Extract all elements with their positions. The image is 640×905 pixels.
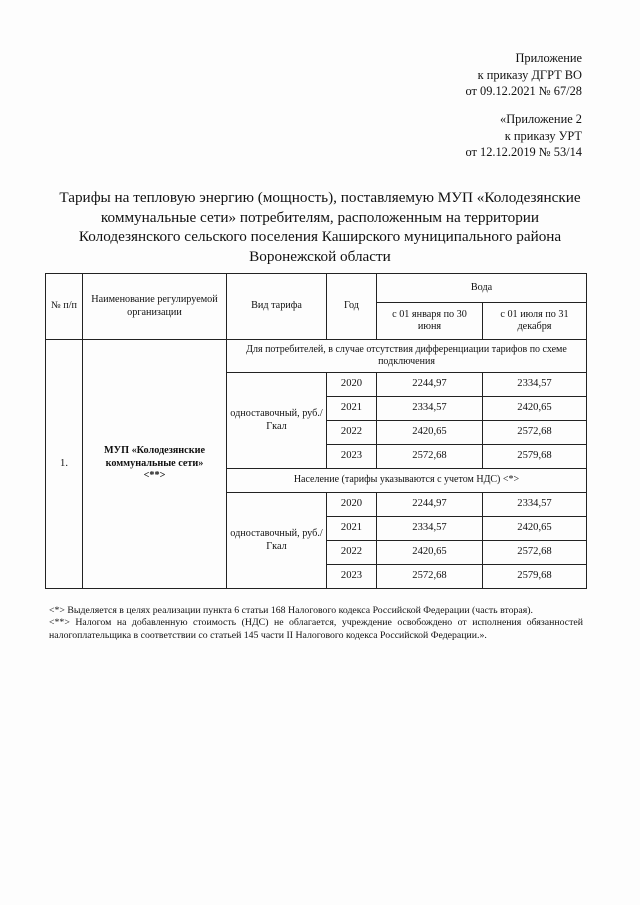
section-row bbox=[46, 340, 587, 373]
tariff-table bbox=[45, 273, 587, 589]
year-cell: 2022 bbox=[327, 421, 377, 445]
value-cell: 2334,57 bbox=[377, 517, 483, 541]
org-cell bbox=[83, 340, 227, 589]
header-org: Наименование регулируемой организации bbox=[83, 274, 227, 340]
value-cell: 2334,57 bbox=[377, 397, 483, 421]
title-line3: Колодезянского сельского поселения Каширского муниципального района bbox=[78, 228, 562, 245]
footnote-2: <**> Налогом на добавленную стоимость (НДС) не облагается, учреждение освобождено от исполнения обязанностей налогоплательщика в соответствии со статьей 145 части II Налогового кодекса Российской Федерации.». bbox=[49, 617, 583, 641]
org-note: <**> bbox=[143, 470, 166, 482]
value-cell: 2420,65 bbox=[483, 517, 587, 541]
header-year: Год bbox=[327, 274, 377, 340]
title-line1: Тарифы на тепловую энергию (мощность), поставляемую МУП «Колодезянские bbox=[59, 189, 581, 206]
section-title: Для потребителей, в случае отсутствия дифференциации тарифов по схеме подключения bbox=[227, 340, 587, 373]
title-line2: коммунальные сети» потребителям, расположенным на территории bbox=[100, 208, 540, 226]
year-cell: 2023 bbox=[327, 445, 377, 469]
value-cell: 2244,97 bbox=[377, 373, 483, 397]
value-cell: 2572,68 bbox=[483, 541, 587, 565]
footnote-1: <*> Выделяется в целях реализации пункта 6 статьи 168 Налогового кодекса Российской Федерации (часть вторая). bbox=[49, 605, 533, 616]
header-row bbox=[46, 274, 587, 303]
appendix-previous-line1: «Приложение 2 bbox=[500, 112, 582, 126]
header-period1: с 01 января по 30 июня bbox=[377, 303, 483, 340]
value-cell: 2244,97 bbox=[377, 493, 483, 517]
year-cell: 2020 bbox=[327, 373, 377, 397]
appendix-current bbox=[465, 50, 582, 100]
year-cell: 2021 bbox=[327, 397, 377, 421]
title-line4: Воронежской области bbox=[249, 247, 391, 265]
year-cell: 2021 bbox=[327, 517, 377, 541]
value-cell: 2572,68 bbox=[377, 445, 483, 469]
header-num: № п/п bbox=[46, 274, 83, 340]
value-cell: 2572,68 bbox=[483, 421, 587, 445]
header-period2: с 01 июля по 31 декабря bbox=[483, 303, 587, 340]
org-name: МУП «Колодезянские коммунальные сети» bbox=[104, 445, 205, 469]
section-title: Население (тарифы указываются с учетом НДС) <*> bbox=[227, 469, 587, 493]
appendix-current-line1: Приложение bbox=[515, 51, 582, 65]
appendix-current-line3: от 09.12.2021 № 67/28 bbox=[465, 84, 582, 98]
header-tariff-type: Вид тарифа bbox=[227, 274, 327, 340]
appendix-previous-line3: от 12.12.2019 № 53/14 bbox=[465, 145, 582, 159]
value-cell: 2420,65 bbox=[377, 421, 483, 445]
value-cell: 2420,65 bbox=[483, 397, 587, 421]
value-cell: 2579,68 bbox=[483, 565, 587, 589]
value-cell: 2420,65 bbox=[377, 541, 483, 565]
tariff-type: одноставочный, руб./Гкал bbox=[227, 373, 327, 469]
tariff-type: одноставочный, руб./Гкал bbox=[227, 493, 327, 589]
year-cell: 2022 bbox=[327, 541, 377, 565]
year-cell: 2023 bbox=[327, 565, 377, 589]
value-cell: 2334,57 bbox=[483, 373, 587, 397]
value-cell: 2572,68 bbox=[377, 565, 483, 589]
footnotes bbox=[49, 605, 583, 642]
appendix-current-line2: к приказу ДГРТ ВО bbox=[477, 67, 582, 82]
appendix-previous bbox=[465, 111, 582, 161]
row-number: 1. bbox=[46, 340, 83, 589]
document-title bbox=[40, 188, 600, 266]
value-cell: 2334,57 bbox=[483, 493, 587, 517]
appendix-previous-line2: к приказу УРТ bbox=[504, 128, 582, 143]
value-cell: 2579,68 bbox=[483, 445, 587, 469]
year-cell: 2020 bbox=[327, 493, 377, 517]
header-water: Вода bbox=[377, 274, 587, 303]
